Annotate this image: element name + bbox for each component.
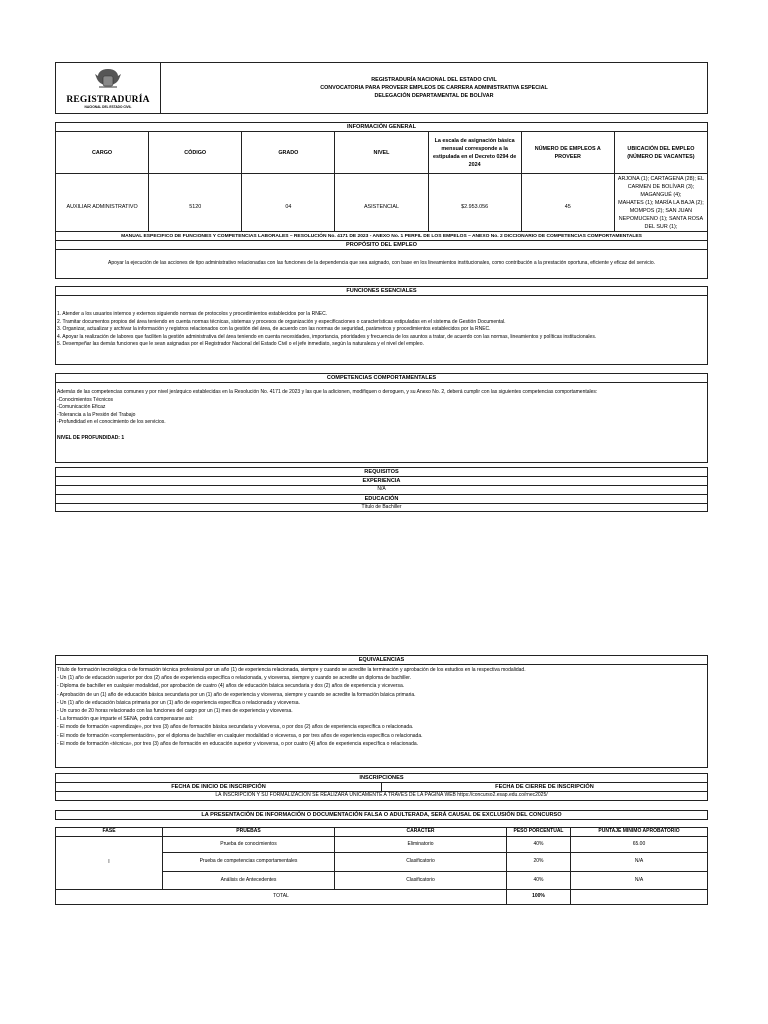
aviso-text: LA PRESENTACIÓN DE INFORMACIÓN O DOCUMENTACIÓN FALSA O ADULTERADA, SERÁ CAUSAL DE EXCLUSIÓN DEL CONCURSO <box>56 811 708 820</box>
coat-of-arms-icon <box>91 67 125 95</box>
funcion-item: 4. Apoyar la realización de labores que faciliten la gestión administrativa del área teniendo en cuenta necesidades, importancia, prioridades y frecuencia de los asuntos a tratar, de acuerdo con las normas, lineamientos y políticas institucionales. <box>57 333 597 340</box>
competencia-item: -Tolerancia a la Presión del Trabajo <box>57 411 136 418</box>
inscripcion-nota: LA INSCRIPCIÓN Y SU FORMALIZACIÓN SE REALIZARÁ ÚNICAMENTE A TRAVÉS DE LA PÁGINA WEB https://concurso2.esap.edu.co/rnec2025/ <box>56 792 708 801</box>
total-label: TOTAL <box>56 890 507 905</box>
grado-value: 04 <box>242 174 335 241</box>
equivalencias-list <box>56 665 708 768</box>
header-block <box>55 62 708 114</box>
col-cargo: CARGO <box>56 132 149 174</box>
col-codigo: CÓDIGO <box>149 132 242 174</box>
cargo-value: AUXILIAR ADMINISTRATIVO <box>56 174 149 241</box>
funcion-item: 1. Atender a los usuarios internos y externos siguiendo normas de protocolos y procedimientos establecidos por la RNEC. <box>57 311 328 318</box>
prueba-peso: 40% <box>507 872 571 890</box>
manual-title: MANUAL ESPECIFICO DE FUNCIONES Y COMPETENCIAS LABORALES – RESOLUCIÓN No. 4171 DE 2023 - ANEXO No. 1 PERFIL DE LOS EMPELOS – ANEXO No. 2 DICCIONARIO DE COMPETENCIAS COMPORTAMENTALES <box>56 232 708 241</box>
logo-text: REGISTRADURÍA <box>66 95 150 105</box>
info-general-block <box>55 122 708 241</box>
manual-block <box>55 231 708 279</box>
requisitos-title: REQUISITOS <box>56 468 708 477</box>
funcion-item: 5. Desempeñar las demás funciones que le sean asignadas por el Registrador Nacional del Estado Civil o el jefe inmediato, según la naturaleza y el nivel del empleo. <box>57 341 424 348</box>
competencias-body <box>56 383 708 463</box>
competencia-item: -Conocimientos Técnicos <box>57 396 114 403</box>
th-caracter: CARÁCTER <box>335 828 507 837</box>
competencias-intro: Además de las competencias comunes y por nivel jerárquico establecidas en la Resolución No. 4171 de 2023 y las que la adicionen, modifiquen o deroguen, y su Anexo No. 2, deberá cumplir con las siguientes competencias comportamentales: <box>57 389 598 395</box>
th-fase: FASE <box>56 828 163 837</box>
header-titles <box>161 63 708 114</box>
prueba-name: Prueba de conocimientos <box>163 837 335 853</box>
th-pruebas: PRUEBAS <box>163 828 335 837</box>
equivalencia-item: - Un (1) año de educación básica primaria por un (1) año de experiencia específica o relacionada y viceversa. <box>57 699 300 706</box>
prueba-caracter: Clasificatorio <box>335 872 507 890</box>
pruebas-block <box>55 827 708 905</box>
competencias-block <box>55 373 708 463</box>
equivalencia-item: - Diploma de bachiller en cualquier modalidad, por aprobación de cuatro (4) años de educación básica secundaria y dos (2) años de experiencia y viceversa. <box>57 683 405 690</box>
equivalencia-item: Título de formación tecnológica o de formación técnica profesional por un año (1) de experiencia relacionada, siempre y cuando se acredite la terminación y aprobación de los estudios en la respectiva modalidad. <box>57 667 526 673</box>
proposito-text: Apoyar la ejecución de las acciones de tipo administrativo relacionadas con las funciones de la dependencia que sea asignado, con base en los lineamientos institucionales, como contribución a la prestación oportuna, eficiente y eficaz del servicio. <box>56 250 708 279</box>
escala-value: $2.953.056 <box>428 174 521 241</box>
total-empty <box>571 890 708 905</box>
prueba-name: Análisis de Antecedentes <box>163 872 335 890</box>
requisitos-block <box>55 467 708 512</box>
col-nivel: NIVEL <box>335 132 428 174</box>
aviso-block <box>55 810 708 820</box>
prueba-caracter: Clasificatorio <box>335 853 507 872</box>
equivalencia-item: - El modo de formación «complementación», por el diploma de bachiller en cualquier modalidad o viceversa, o por tres años de experiencia específica o relacionada. <box>57 732 423 739</box>
header-line3: DELEGACIÓN DEPARTAMENTAL DE BOLÍVAR <box>374 93 494 99</box>
equivalencia-item: - Un curso de 20 horas relacionado con las funciones del cargo por un (1) mes de experiencia y viceversa. <box>57 708 293 715</box>
nivel-value: ASISTENCIAL <box>335 174 428 241</box>
equivalencia-item: - Aprobación de un (1) año de educación básica secundaria por un (1) año de experiencia y viceversa, siempre y cuando se acredite la formación básica primaria. <box>57 691 416 698</box>
header-line1: REGISTRADURÍA NACIONAL DEL ESTADO CIVIL <box>371 77 497 83</box>
prueba-puntaje: N/A <box>571 853 708 872</box>
equivalencia-item: - Un (1) año de educación superior por dos (2) años de experiencia específica o relacionada, y viceversa, siempre y cuando se acredite un diploma de bachiller. <box>57 675 412 682</box>
funcion-item: 2. Tramitar documentos propios del área teniendo en cuenta normas técnicas, sistemas y procesos de organización y especificaciones o características estipuladas en el sistema de Gestión Documental. <box>57 318 506 325</box>
prueba-puntaje: N/A <box>571 872 708 890</box>
experiencia-value: N/A <box>56 486 708 495</box>
info-general-title: INFORMACIÓN GENERAL <box>56 123 708 132</box>
col-ubicacion: UBICACIÓN DEL EMPLEO (NÚMERO DE VACANTES) <box>614 132 707 174</box>
prueba-puntaje: 65.00 <box>571 837 708 853</box>
funciones-list <box>56 296 708 365</box>
col-grado: GRADO <box>242 132 335 174</box>
equivalencia-item: - La formación que imparte el SENA, podrá compensarse así: <box>57 716 194 723</box>
nivel-profundidad: NIVEL DE PROFUNDIDAD: 1 <box>57 434 125 441</box>
funciones-title: FUNCIONES ESENCIALES <box>56 287 708 296</box>
prueba-peso: 40% <box>507 837 571 853</box>
inscripciones-title: INSCRIPCIONES <box>56 774 708 783</box>
col-escala: La escala de asignación básica mensual corresponde a la estipulada en el Decreto 0294 de 2024 <box>428 132 521 174</box>
ubicacion-line: MAHATES (1); MARÍA LA BAJA (2); <box>618 200 704 206</box>
logo-cell <box>56 63 161 114</box>
th-peso: PESO PORCENTUAL <box>507 828 571 837</box>
numero-value: 45 <box>521 174 614 241</box>
total-value: 100% <box>507 890 571 905</box>
competencia-item: -Profundidad en el conocimiento de los servicios. <box>57 419 166 425</box>
equivalencia-item: - El modo de formación «técnica», por tres (3) años de formación en educación superior y viceversa, o por cuatro (4) años de experiencia específica o relacionada. <box>57 740 419 747</box>
prueba-name: Prueba de competencias comportamentales <box>163 853 335 872</box>
prueba-peso: 20% <box>507 853 571 872</box>
header-line2: CONVOCATORIA PARA PROVEER EMPLEOS DE CARRERA ADMINISTRATIVA ESPECIAL <box>320 85 548 91</box>
codigo-value: 5120 <box>149 174 242 241</box>
ubicacion-line: MOMPOS (2); SAN JUAN NEPOMUCENO (1); SANTA ROSA DEL SUR (1); <box>618 208 704 230</box>
proposito-title: PROPÓSITO DEL EMPLEO <box>56 241 708 250</box>
educacion-title: EDUCACIÓN <box>56 494 708 503</box>
funcion-item: 3. Organizar, actualizar y archivar la información y registros relacionados con la gestión del área, de acuerdo con las normas de seguridad, parámetros y procedimientos establecidos por la RNEC. <box>57 326 491 333</box>
ubicacion-line: ARJONA (1); CARTAGENA (28); EL CARMEN DE BOLÍVAR (3); MAGANGUÉ (4); <box>617 176 704 198</box>
fecha-cierre-label: FECHA DE CIERRE DE INSCRIPCIÓN <box>382 783 708 792</box>
competencia-item: -Comunicación Eficaz <box>57 404 106 410</box>
equivalencias-block <box>55 655 708 768</box>
funciones-block <box>55 286 708 365</box>
col-numero: NÚMERO DE EMPLEOS A PROVEER <box>521 132 614 174</box>
fecha-inicio-label: FECHA DE INICIO DE INSCRIPCIÓN <box>56 783 382 792</box>
th-puntaje: PUNTAJE MINIMO APROBATORIO <box>571 828 708 837</box>
logo-subtext: NACIONAL DEL ESTADO CIVIL <box>84 105 132 109</box>
fase-value: I <box>56 837 163 890</box>
prueba-caracter: Eliminatorio <box>335 837 507 853</box>
educacion-value: Título de Bachiller <box>56 503 708 512</box>
equivalencia-item: - El modo de formación «aprendizaje», por tres (3) años de formación básica secundaria y viceversa, o por dos (2) años de experiencia específica o relacionada. <box>57 724 414 731</box>
competencias-title: COMPETENCIAS COMPORTAMENTALES <box>56 374 708 383</box>
experiencia-title: EXPERIENCIA <box>56 477 708 486</box>
equivalencias-title: EQUIVALENCIAS <box>56 656 708 665</box>
inscripciones-block <box>55 773 708 801</box>
